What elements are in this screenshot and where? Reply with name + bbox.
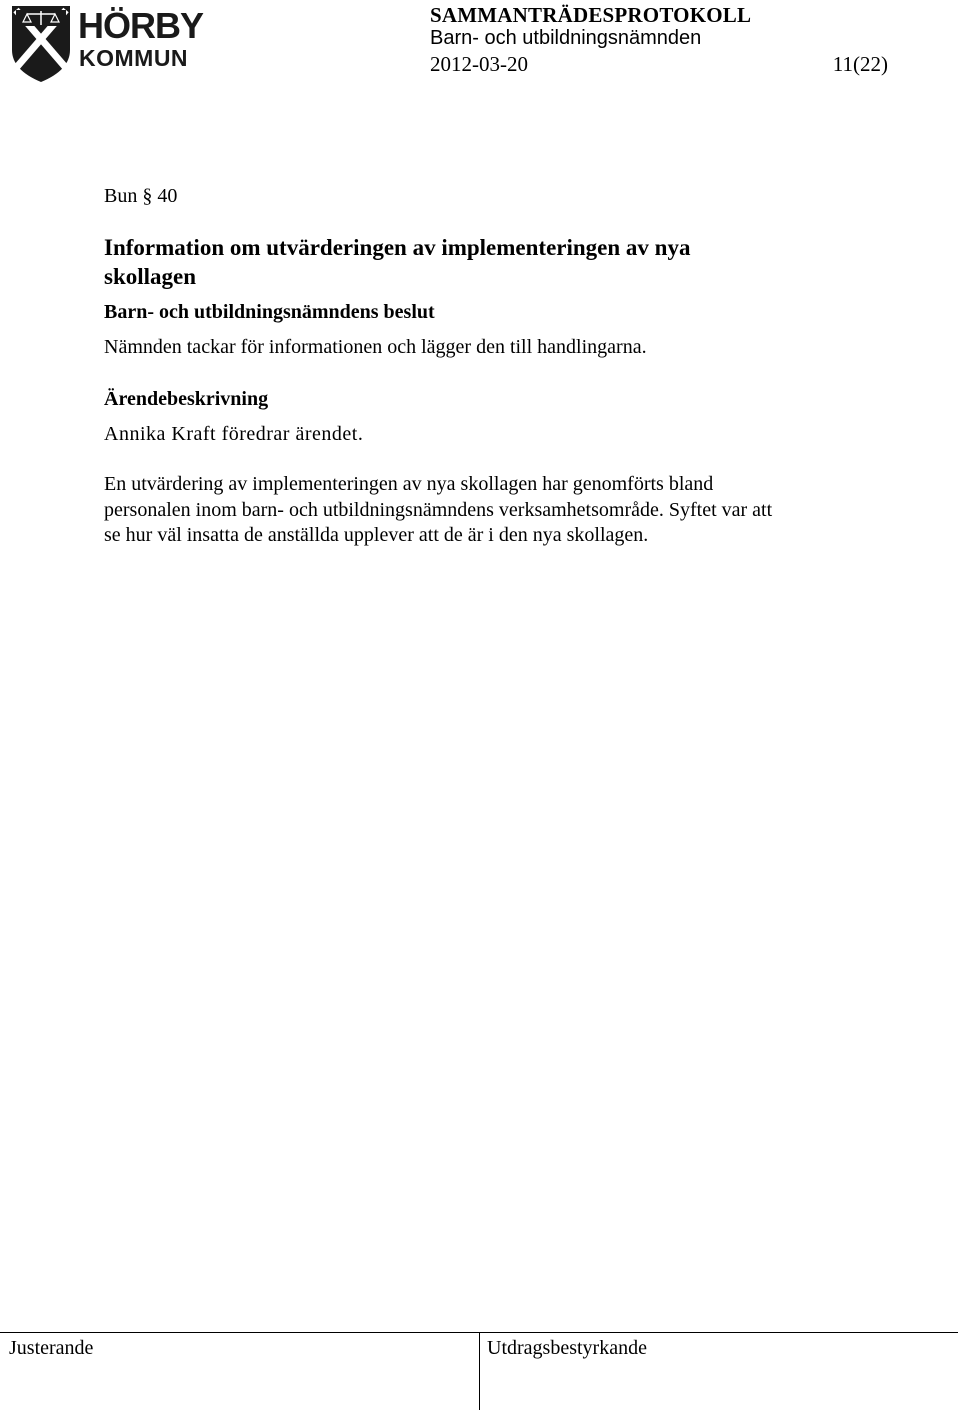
description-body: En utvärdering av implementeringen av nya skollagen har genomförts bland personalen inom barn- och utbildningsnämndens verksamhetsområde. Syftet var att se hur väl insatta de anställda upplever att de är i den nya skollagen. xyxy=(104,473,773,546)
document-type-title: SAMMANTRÄDESPROTOKOLL xyxy=(430,3,752,27)
decision-heading: Barn- och utbildningsnämndens beslut xyxy=(104,301,435,323)
signature-footer xyxy=(0,1332,960,1410)
footer-column-divider xyxy=(479,1332,480,1410)
horby-kommun-logo xyxy=(10,4,204,84)
paragraph-number: Bun § 40 xyxy=(104,185,178,207)
description-heading: Ärendebeskrivning xyxy=(104,388,269,410)
page-number: 11(22) xyxy=(832,52,888,76)
logo-text-horby: HÖRBY xyxy=(78,5,204,46)
coat-of-arms-icon xyxy=(12,6,70,82)
agenda-item-title: Information om utvärderingen av implementeringen av nya skollagen xyxy=(104,235,691,289)
adjuster-label: Justerande xyxy=(9,1337,94,1359)
decision-text: Nämnden tackar för informationen och lägger den till handlingarna. xyxy=(104,336,647,358)
document-body xyxy=(104,182,884,549)
committee-name: Barn- och utbildningsnämnden xyxy=(430,27,702,49)
logo-text-kommun: KOMMUN xyxy=(79,45,189,71)
presenter-text: Annika Kraft föredrar ärendet. xyxy=(104,423,364,445)
extract-certification-label: Utdragsbestyrkande xyxy=(487,1337,647,1359)
meeting-date: 2012-03-20 xyxy=(430,52,528,76)
